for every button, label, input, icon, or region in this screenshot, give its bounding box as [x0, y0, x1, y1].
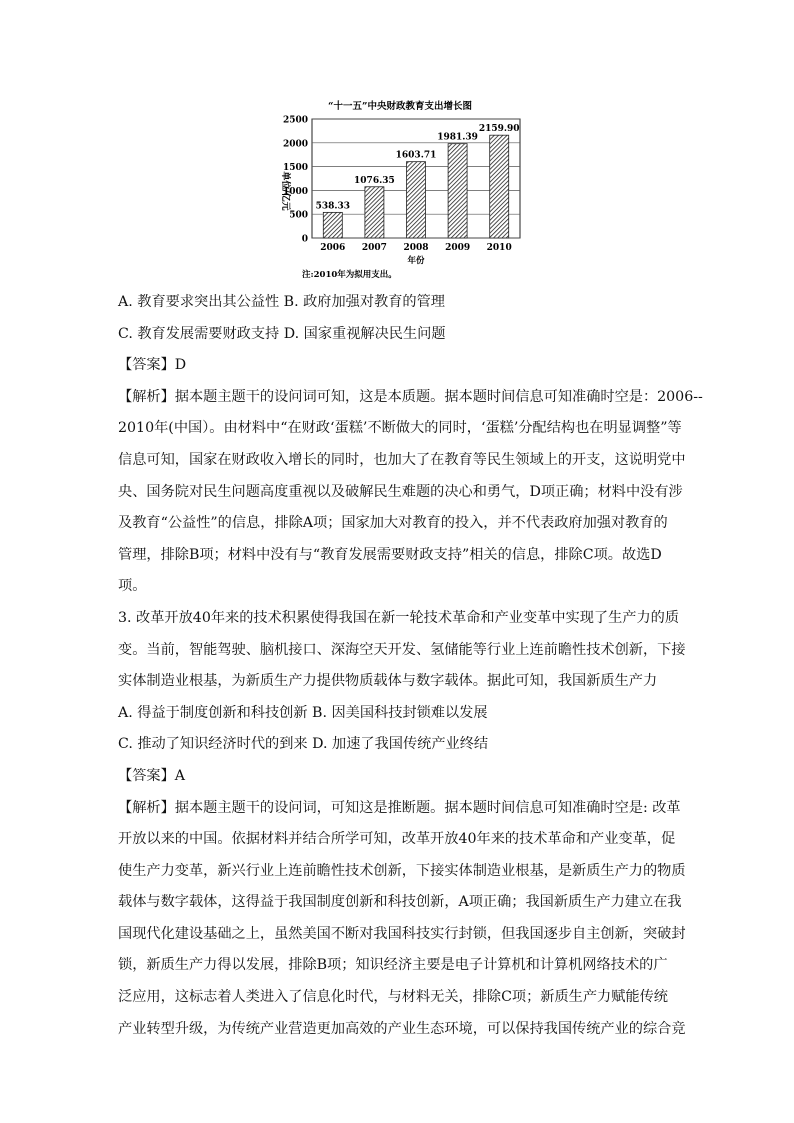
chart-x-axis-label: 年份 [407, 256, 425, 266]
bar-chart-svg [270, 96, 530, 286]
q3-analysis [118, 793, 686, 1046]
q3-answer: 【答案】A [118, 767, 185, 784]
chart-y-tick-label: 1500 [282, 163, 308, 174]
chart-x-tick-label: 2006 [320, 243, 346, 253]
chart-y-tick-label: 2500 [282, 115, 308, 126]
chart-note: 注:2010年为拟用支出。 [302, 270, 397, 280]
chart-x-tick-label: 2009 [445, 243, 471, 253]
q2-options [118, 287, 678, 350]
q3-stem-line: 变。当前，智能驾驶、脑机接口、深海空天开发、氢储能等行业上连前瞻性技术创新，下接 [118, 641, 686, 658]
q2-analysis-line: 及教育“公益性”的信息，排除A项；国家加大对教育的投入，并不代表政府加强对教育的 [118, 515, 668, 532]
chart-y-tick-label: 500 [289, 210, 308, 221]
chart-x-tick-label: 2007 [361, 243, 387, 253]
q3-analysis-line: 使生产力变革，新兴行业上连前瞻性技术创新，下接实体制造业根基，是新质生产力的物质 [118, 862, 686, 879]
chart-data-label: 2159.90 [478, 124, 520, 135]
chart-y-tick-label: 1000 [282, 186, 308, 197]
q3-stem [118, 603, 686, 698]
chart-bar [407, 162, 426, 238]
q3-analysis-line: 开放以来的中国。依据材料并结合所学可知，改革开放40年来的技术革命和产业变革，促 [118, 831, 676, 848]
chart-x-ticks [320, 243, 511, 253]
chart-y-tick-label: 2000 [282, 139, 308, 150]
q3-analysis-line: 载体与数字载体，这得益于我国制度创新和科技创新，A项正确；我国新质生产力建立在我 [118, 894, 682, 911]
q2-answer: 【答案】D [118, 357, 187, 374]
q2-option-line: A. 教育要求突出其公益性 B. 政府加强对教育的管理 [118, 294, 445, 310]
q3-analysis-line: 【解析】据本题主题干的设问词，可知这是推断题。据本题时间信息可知准确时空是: 改革 [118, 799, 681, 816]
q2-analysis-line: 央、国务院对民生问题高度重视以及破解民生难题的决心和勇气，D项正确；材料中没有涉 [118, 483, 683, 500]
q2-analysis-line: 信息可知，国家在财政收入增长的同时，也加大了在教育等民生领域上的开支，这说明党中 [118, 451, 686, 468]
chart-bar [323, 212, 342, 238]
q3-stem-line: 实体制造业根基，为新质生产力提供物质载体与数字载体。据此可知，我国新质生产力 [118, 673, 658, 690]
chart-x-tick-label: 2010 [486, 243, 512, 253]
document-body [118, 287, 703, 1045]
q2-analysis [118, 382, 703, 603]
chart-x-tick-label: 2008 [403, 243, 429, 253]
q2-analysis-line: 【解析】据本题主题干的设问词可知，这是本质题。据本题时间信息可知准确时空是：2006-- [118, 388, 703, 405]
chart-data-label: 1076.35 [354, 175, 395, 186]
chart-bar [490, 135, 509, 238]
chart-bar [448, 144, 467, 238]
chart-bar [365, 187, 384, 238]
chart-data-label: 1603.71 [395, 150, 437, 161]
q3-option-line: C. 推动了知识经济时代的到来 D. 加速了我国传统产业终结 [118, 736, 489, 753]
q3-option-line: A. 得益于制度创新和科技创新 B. 因美国科技封锁难以发展 [118, 704, 488, 721]
chart-y-axis-label: 单位/亿元 [280, 171, 290, 211]
q2-option-line: C. 教育发展需要财政支持 D. 国家重视解决民生问题 [118, 325, 446, 342]
chart-data-label: 538.33 [315, 201, 351, 212]
q3-analysis-line: 产业转型升级，为传统产业营造更加高效的产业生态环境，可以保持我国传统产业的综合竞 [118, 1020, 686, 1037]
chart-bars [316, 124, 520, 238]
q3-analysis-line: 泛应用，这标志着人类进入了信息化时代，与材料无关，排除C项；新质生产力赋能传统 [118, 989, 668, 1006]
q3-analysis-line: 国现代化建设基础之上，虽然美国不断对我国科技实行封锁，但我国逐步自主创新，突破封 [118, 925, 686, 942]
chart-title: “十一五”中央财政教育支出增长图 [328, 101, 472, 112]
q2-analysis-line: 管理，排除B项；材料中没有与“教育发展需要财政支持”相关的信息，排除C项。故选D [118, 546, 662, 563]
chart-y-tick-label: 0 [301, 234, 308, 245]
education-spending-chart [270, 96, 530, 286]
q3-stem-line: 3. 改革开放40年来的技术积累使得我国在新一轮技术革命和产业变革中实现了生产力的质 [118, 609, 680, 626]
q2-analysis-line: 2010年(中国）。由材料中“在财政‘蛋糕’不断做大的同时，‘蛋糕’分配结构也在明显调整”等 [118, 420, 682, 437]
q2-analysis-line: 项。 [118, 578, 147, 595]
q3-options [118, 698, 678, 761]
q3-analysis-line: 锁，新质生产力得以发展，排除B项；知识经济主要是电子计算机和计算机网络技术的广 [118, 957, 668, 974]
chart-data-label: 1981.39 [437, 132, 478, 143]
